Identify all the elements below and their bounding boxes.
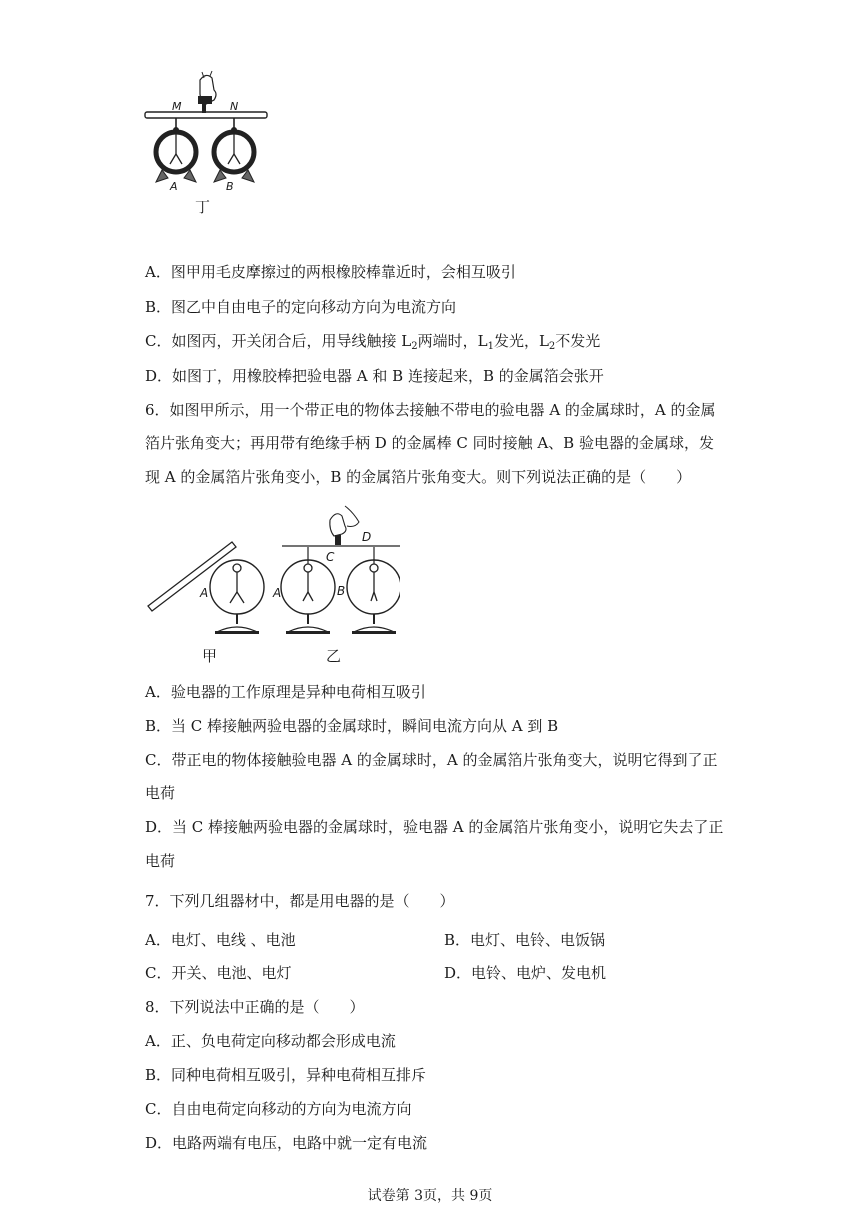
electroscope-experiment-illustration (140, 496, 400, 666)
label-b: B (226, 180, 234, 193)
q8-stem: 8．下列说法中正确的是（ ） (145, 998, 365, 1016)
q5-option-c-part4: 不发光 (555, 332, 601, 350)
figure-ding (140, 70, 280, 220)
q5-option-c-part1: C．如图丙，开关闭合后，用导线触接 L (145, 332, 412, 350)
q5-option-d: D．如图丁，用橡胶棒把验电器 A 和 B 连接起来，B 的金属箔会张开 (145, 367, 604, 385)
q7-option-b: B．电灯、电铃、电饭锅 (444, 931, 606, 949)
q6-option-d-line-2: 电荷 (145, 852, 176, 870)
q5-option-c-part3: 发光，L (493, 332, 549, 350)
q7-option-d: D．电铃、电炉、发电机 (444, 964, 607, 982)
page-footer: 试卷第 3页，共 9页 (367, 1188, 493, 1204)
q7-option-c: C．开关、电池、电灯 (145, 964, 292, 982)
q5-option-c-sub2: 1 (487, 341, 494, 352)
figure-q6 (140, 496, 400, 666)
q8-option-b: B．同种电荷相互吸引，异种电荷相互排斥 (145, 1066, 427, 1084)
q8-option-c: C．自由电荷定向移动的方向为电流方向 (145, 1100, 412, 1118)
q7-stem: 7．下列几组器材中，都是用电器的是（ ） (145, 892, 455, 910)
q8-option-a: A．正、负电荷定向移动都会形成电流 (145, 1032, 396, 1050)
q5-option-c-sub1: 2 (411, 341, 418, 352)
label-a: A (170, 180, 178, 193)
label-n: N (230, 100, 239, 113)
q6-stem-line-1: 6．如图甲所示，用一个带正电的物体去接触不带电的验电器 A 的金属球时，A 的金属 (145, 401, 716, 419)
q6-stem-line-2: 箔片张角变大；再用带有绝缘手柄 D 的金属棒 C 同时接触 A、B 验电器的金属球，发 (145, 434, 714, 452)
label-m: M (172, 100, 182, 113)
label-a-yi: A (273, 586, 282, 600)
label-d: D (362, 530, 372, 544)
q6-option-d-line-1: D．当 C 棒接触两验电器的金属球时，验电器 A 的金属箔片张角变小，说明它失去了正 (145, 818, 724, 836)
q7-option-a: A．电灯、电线 、电池 (145, 931, 296, 949)
label-a-jia: A (200, 586, 209, 600)
q6-stem-line-3: 现 A 的金属箔片张角变小，B 的金属箔片张角变大。则下列说法正确的是（ ） (145, 468, 692, 486)
q5-option-c (145, 331, 600, 351)
q6-option-c-line-1: C．带正电的物体接触验电器 A 的金属球时，A 的金属箔片张角变大，说明它得到了正 (145, 751, 718, 769)
q6-option-a: A．验电器的工作原理是异种电荷相互吸引 (145, 683, 426, 701)
q6-option-c-line-2: 电荷 (145, 784, 176, 802)
label-c: C (326, 550, 335, 564)
caption-ding: 丁 (195, 198, 211, 216)
q5-option-c-sub3: 2 (548, 341, 556, 352)
caption-jia: 甲 (202, 647, 218, 665)
q5-option-b: B．图乙中自由电子的定向移动方向为电流方向 (145, 298, 457, 316)
label-b-yi: B (337, 584, 346, 598)
q5-option-a: A．图甲用毛皮摩擦过的两根橡胶棒靠近时，会相互吸引 (145, 263, 516, 281)
q5-option-c-part2: 两端时，L (417, 332, 488, 350)
q8-option-d: D．电路两端有电压，电路中就一定有电流 (145, 1134, 428, 1152)
q6-option-b: B．当 C 棒接触两验电器的金属球时，瞬间电流方向从 A 到 B (145, 717, 559, 735)
caption-yi: 乙 (326, 647, 342, 665)
